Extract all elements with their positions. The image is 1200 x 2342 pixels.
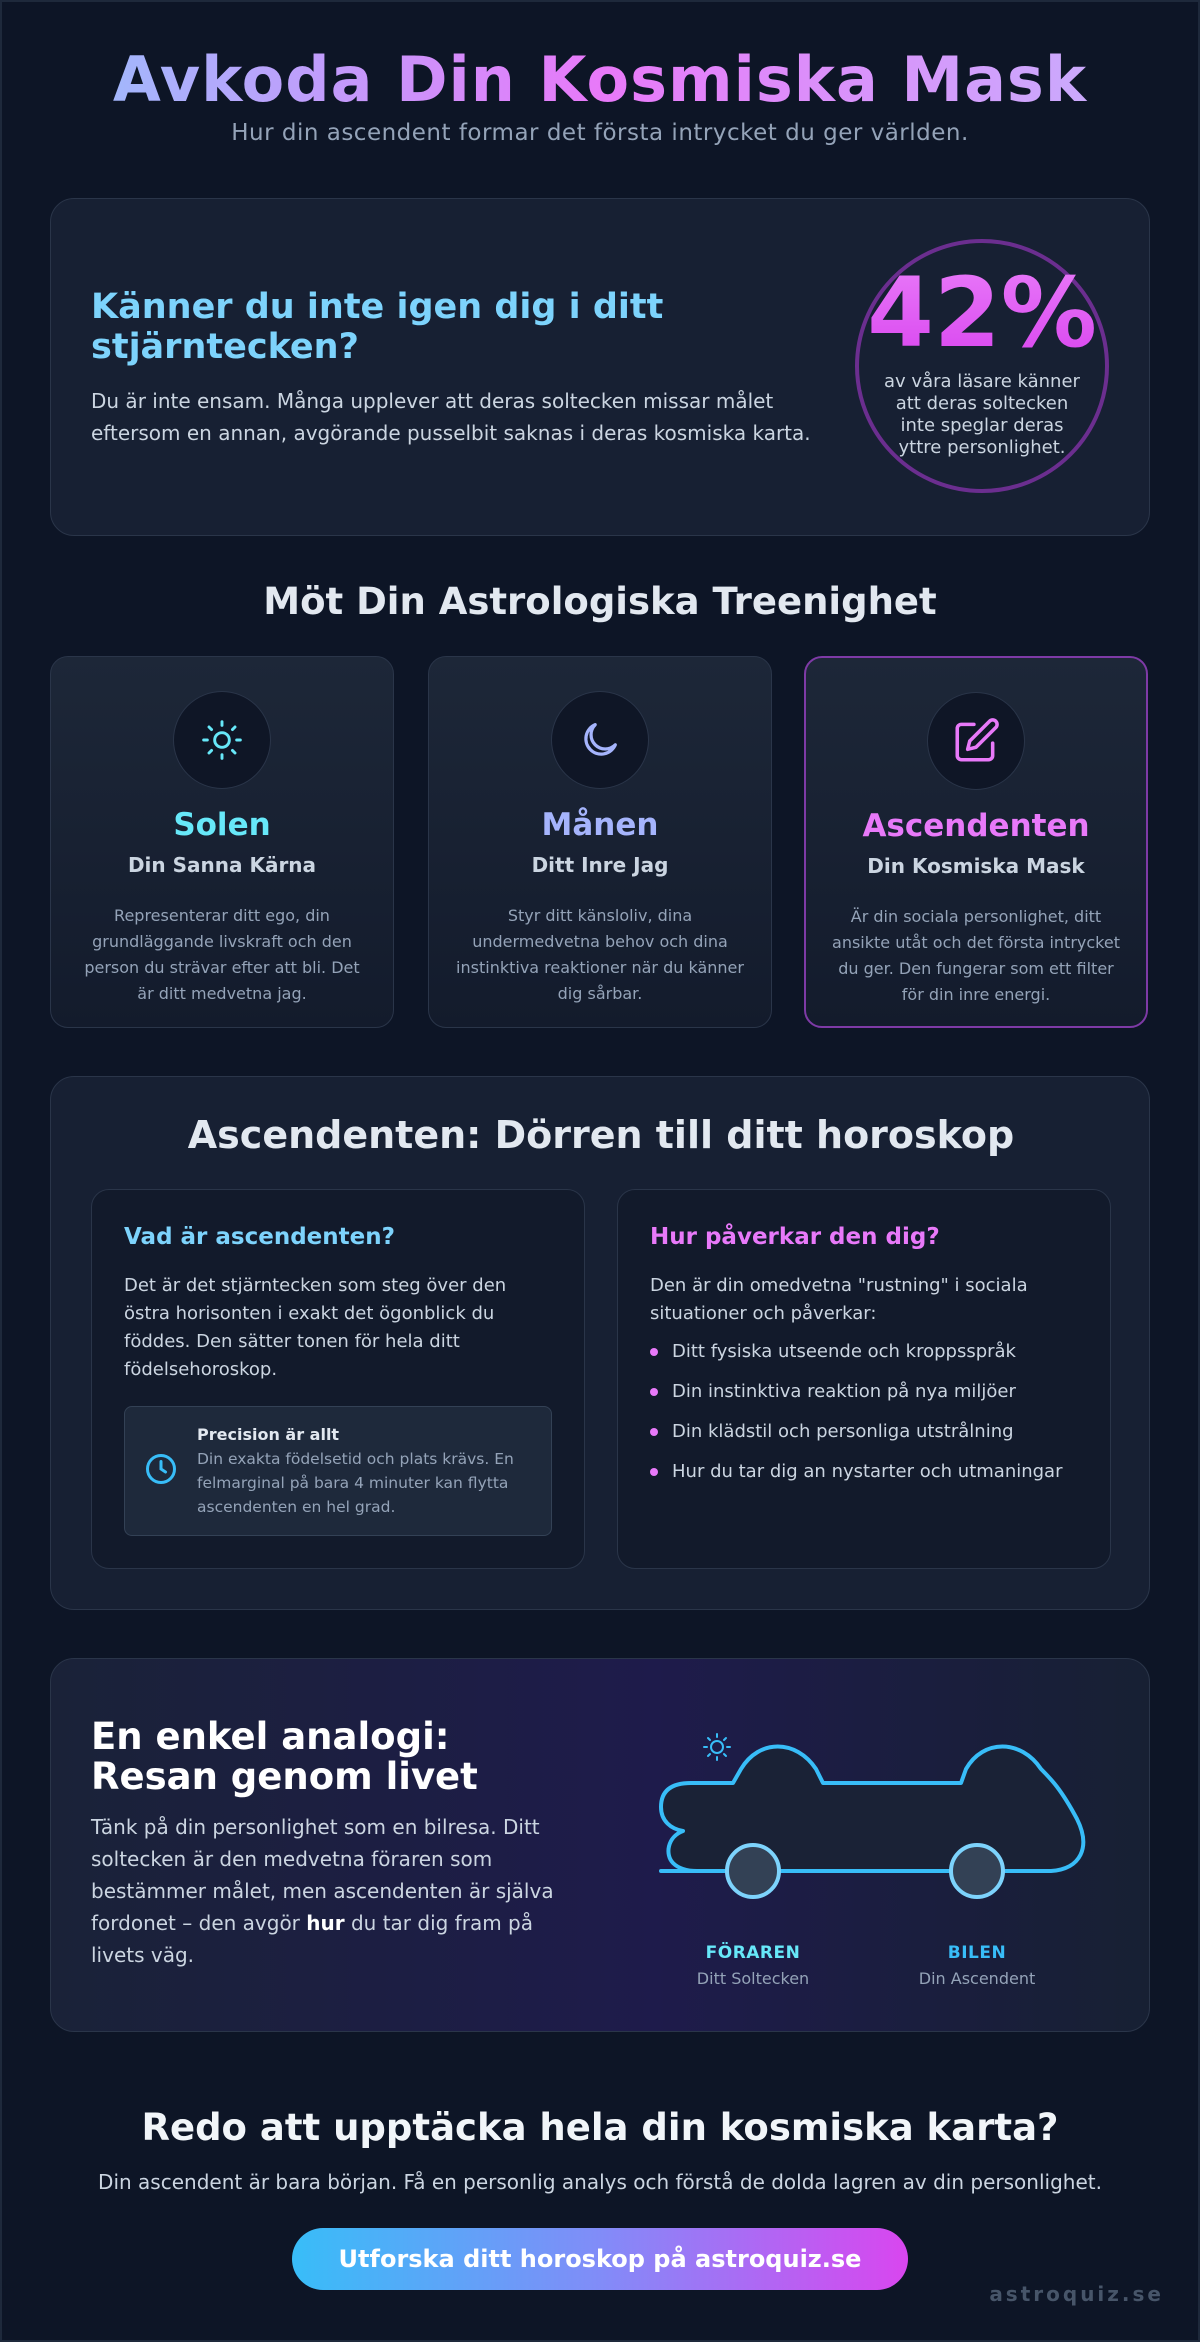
car-label-title: BILEN: [947, 1943, 1007, 1963]
trinity-title: Möt Din Astrologiska Treenighet: [263, 580, 937, 623]
list-item-text: Ditt fysiska utseende och kroppsspråk: [672, 1341, 1016, 1362]
bullet-dot: [650, 1348, 658, 1356]
analogy-text: [91, 1811, 571, 1971]
analogy-text-bold: hur: [306, 1911, 345, 1935]
main-title: Avkoda Din Kosmiska Mask: [0, 40, 1200, 120]
icon-circle: [927, 692, 1025, 790]
list-item-text: Din klädstil och personliga utstrålning: [672, 1421, 1014, 1442]
moon-icon: [577, 717, 623, 763]
precision-title: Precision är allt: [197, 1425, 340, 1444]
precision-note: [124, 1406, 552, 1536]
analogy-text-part1: Tänk på din personlighet som en bilresa. Ditt soltecken är den medvetna föraren som bestämmer målet, men ascendenten är själva fordonet – den avgör: [91, 1815, 554, 1935]
how-intro: Den är din omedvetna "rustning" i sociala situationer och påverkar:: [650, 1275, 1028, 1324]
car-illustration: [631, 1719, 1091, 1909]
rear-wheel: [951, 1845, 1003, 1897]
hero-card: [50, 198, 1150, 536]
car-label-sub: Din Ascendent: [918, 1969, 1036, 1988]
trinity-subtitle: Din Sanna Kärna: [127, 853, 317, 877]
list-item: [650, 1460, 1063, 1500]
icon-circle: [173, 691, 271, 789]
trinity-name: Solen: [173, 807, 271, 843]
analogy-title-line2: Resan genom livet: [91, 1755, 478, 1798]
analogy-text-part2: du tar dig fram på livets väg.: [91, 1911, 533, 1967]
how-heading: Hur påverkar den dig?: [650, 1224, 940, 1250]
hero-text: Du är inte ensam. Många upplever att deras soltecken missar målet eftersom en annan, avgörande pusselbit saknas i deras kosmiska karta.: [91, 389, 811, 445]
trinity-description: Är din sociala personlighet, ditt ansikte utåt och det första intrycket du ger. Den fungerar som ett filter för din inre energi.: [832, 907, 1120, 1004]
trinity-name: Månen: [541, 807, 659, 843]
sun-icon: [200, 718, 244, 762]
analogy-title: [91, 1717, 478, 1797]
trinity-subtitle: Din Kosmiska Mask: [867, 854, 1085, 878]
trinity-card-ascendant: [804, 656, 1148, 1028]
explore-horoscope-button[interactable]: Utforska ditt horoskop på astroquiz.se: [292, 2228, 908, 2290]
list-item-text: Hur du tar dig an nystarter och utmaningar: [672, 1461, 1063, 1482]
stat-ring: [855, 239, 1109, 493]
ascendant-section: [50, 1076, 1150, 1610]
what-text: Det är det stjärntecken som steg över den östra horisonten i exakt det ögonblick du föddes. Den sätter tonen för hela ditt födelsehoroskop.: [124, 1275, 507, 1380]
list-item-text: Din instinktiva reaktion på nya miljöer: [672, 1381, 1016, 1402]
brand-watermark: astroquiz.se: [989, 2282, 1164, 2306]
trinity-description: Styr ditt känsloliv, dina undermedvetna behov och dina instinktiva reaktioner när du känner dig sårbar.: [456, 906, 744, 1003]
influence-list: [650, 1340, 1063, 1500]
ascendant-title: Ascendenten: Dörren till ditt horoskop: [187, 1113, 1015, 1157]
list-item: [650, 1420, 1063, 1460]
hero-question: Känner du inte igen dig i ditt stjärntecken?: [91, 287, 664, 367]
icon-circle: [551, 691, 649, 789]
stat-text: av våra läsare känner att deras soltecken inte speglar deras yttre personlighet.: [884, 371, 1080, 458]
what-card: [91, 1189, 585, 1569]
cta-subtitle: Din ascendent är bara början. Få en personlig analys och förstå de dolda lagren av din personlighet.: [98, 2170, 1102, 2194]
driver-label-title: FÖRAREN: [705, 1943, 801, 1963]
bullet-dot: [650, 1428, 658, 1436]
car-body: [661, 1747, 1083, 1872]
cta-title: Redo att upptäcka hela din kosmiska karta?: [141, 2106, 1059, 2149]
front-wheel: [727, 1845, 779, 1897]
driver-label-sub: Ditt Soltecken: [696, 1969, 810, 1988]
list-item: [650, 1380, 1063, 1420]
stat-value: 42%: [859, 263, 1105, 363]
list-item: [650, 1340, 1063, 1380]
sun-icon: [704, 1734, 730, 1760]
trinity-card-moon: [428, 656, 772, 1028]
subtitle: Hur din ascendent formar det första intrycket du ger världen.: [231, 120, 969, 146]
car-label: [887, 1943, 1067, 1988]
trinity-description: Representerar ditt ego, din grundläggande livskraft och den person du strävar efter att bli. Det är ditt medvetna jag.: [84, 906, 360, 1003]
clock-icon: [143, 1451, 179, 1487]
bullet-dot: [650, 1388, 658, 1396]
analogy-title-line1: En enkel analogi:: [91, 1715, 450, 1758]
trinity-name: Ascendenten: [862, 808, 1090, 844]
header: [0, 40, 1200, 146]
pencil-square-icon: [951, 716, 1001, 766]
trinity-card-sun: [50, 656, 394, 1028]
driver-label: [663, 1943, 843, 1988]
trinity-subtitle: Ditt Inre Jag: [531, 853, 669, 877]
analogy-section: [50, 1658, 1150, 2032]
what-heading: Vad är ascendenten?: [124, 1224, 395, 1250]
precision-text: Din exakta födelsetid och plats krävs. En felmarginal på bara 4 minuter kan flytta ascendenten en hel grad.: [197, 1450, 514, 1516]
bullet-dot: [650, 1468, 658, 1476]
how-card: [617, 1189, 1111, 1569]
